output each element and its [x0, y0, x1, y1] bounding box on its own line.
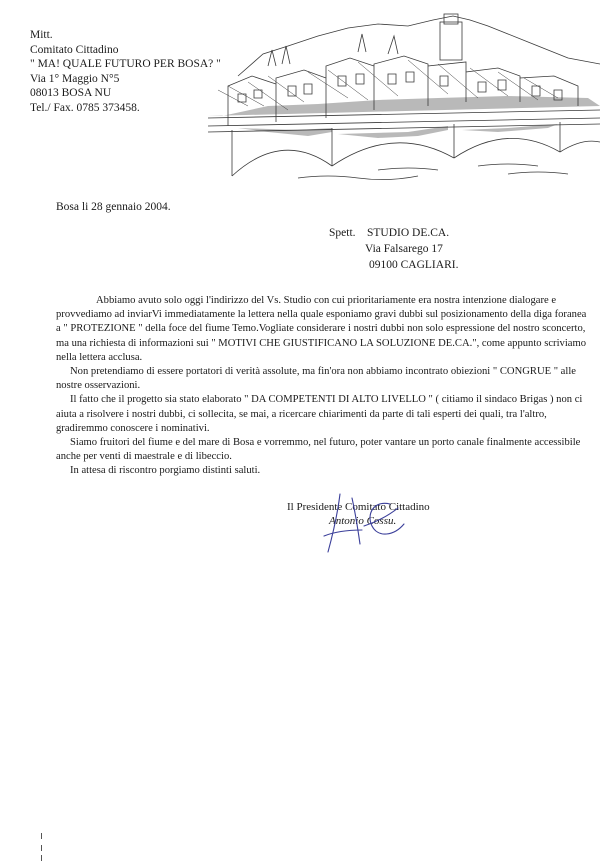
paragraph-3: Il fatto che il progetto sia stato elaborato " DA COMPETENTI DI ALTO LIVELLO " ( citiamo il sindaco Brigas ) non ci aiuta a risolvere i nostri dubbi, ci sollecita, se mai, a ricercare chiarimenti da parte di tali esperti dei quali, tra l'altro, gradiremmo conoscere i nominativi. [56, 394, 583, 434]
sender-block [30, 28, 221, 116]
sender-organization: Comitato Cittadino [30, 43, 119, 56]
sender-phone: Tel./ Fax. 0785 373458. [30, 101, 140, 114]
paragraph-4: Siamo fruitori del fiume e del mare di Bosa e vorremmo, nel futuro, poter vantare un porto canale finalmente accessibile anche per venti di maestrale e di libeccio. [56, 437, 581, 463]
sender-label: Mitt. [30, 29, 53, 41]
margin-mark [41, 833, 42, 861]
bosa-bridge-sketch-illustration [208, 6, 600, 186]
place-and-date: Bosa li 28 gennaio 2004. [56, 201, 171, 213]
recipient-city: 09100 CAGLIARI. [369, 259, 459, 271]
sender-slogan: " MA! QUALE FUTURO PER BOSA? " [30, 58, 221, 71]
sender-street: Via 1° Maggio N°5 [30, 72, 120, 85]
paragraph-2: Non pretendiamo di essere portatori di verità assolute, ma fin'ora non abbiamo incontrato obiezioni " CONGRUE " alle nostre osservazioni. [56, 366, 576, 392]
recipient-street: Via Falsarego 17 [365, 243, 443, 255]
recipient-salutation: Spett. [329, 227, 356, 239]
letter-body [56, 294, 590, 479]
signatory-title: Il Presidente Comitato Cittadino [287, 501, 430, 513]
paragraph-1: Abbiamo avuto solo oggi l'indirizzo del Vs. Studio con cui prioritariamente era nostra intenzione dialogare e provvediamo ad inviarVi immediatamente la lettera nella quale esponiamo gravi dubbi sul posizionamento della diga foranea a " PROTEZIONE " della foce del fiume Temo.Vogliate considerare i nostri dubbi non solo espressione del nostro sconcerto, ma una richiesta di informazioni sui " MOTIVI CHE GIUSTIFICANO LA SOLUZIONE DE.CA.", come appunto scriviamo nella lettera acclusa. [56, 295, 587, 363]
recipient-name: STUDIO DE.CA. [367, 227, 450, 239]
sender-city: 08013 BOSA NU [30, 87, 112, 100]
handwritten-signature [312, 486, 422, 558]
paragraph-5: In attesa di riscontro porgiamo distinti saluti. [70, 465, 261, 477]
signatory-name: Antonio Cossu. [329, 515, 397, 527]
